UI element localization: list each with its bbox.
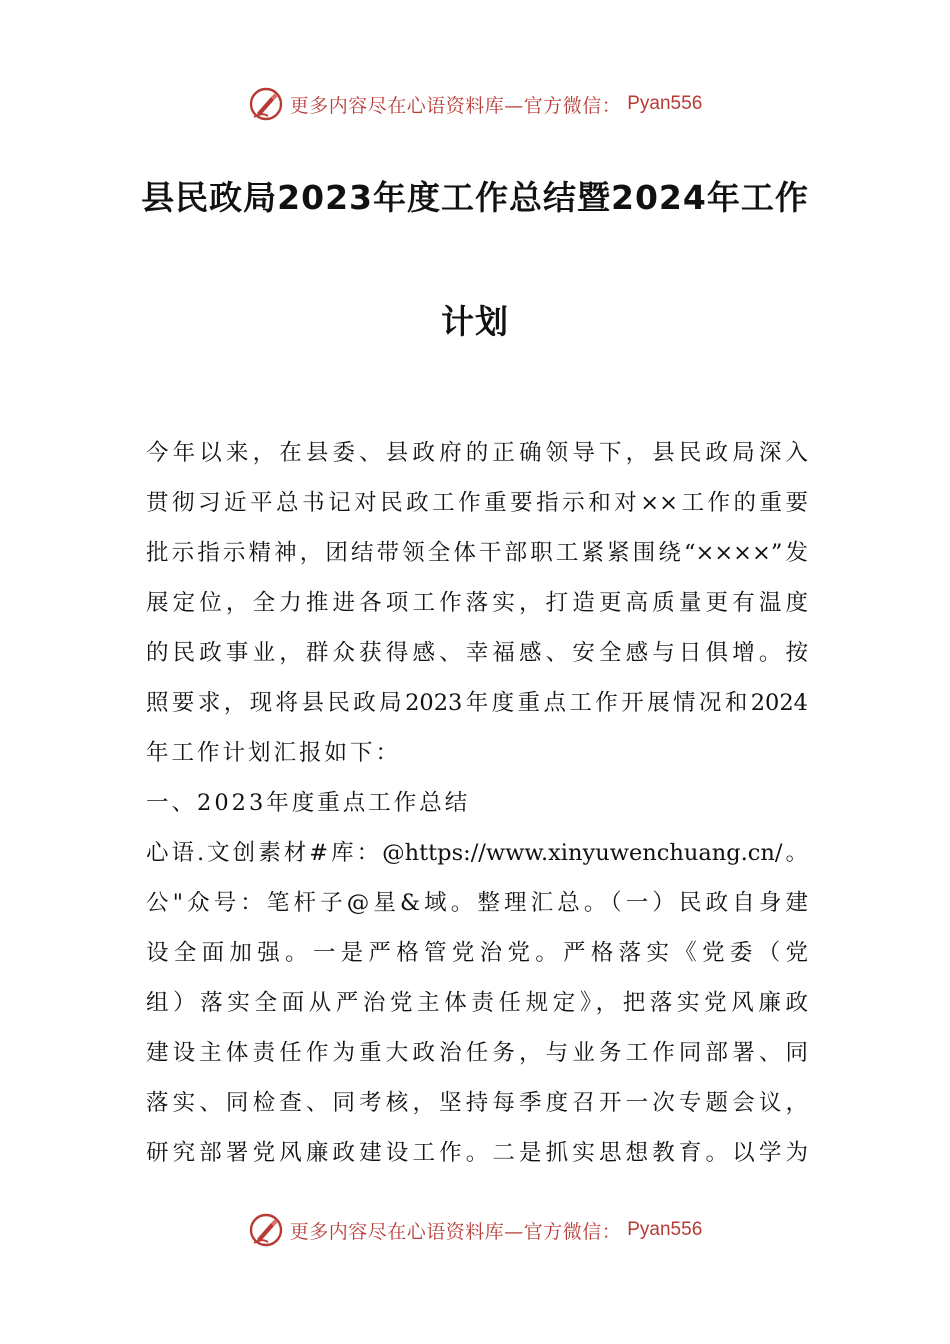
body-line: 批示指示精神，团结带领全体干部职工紧紧围绕“××××”发 bbox=[146, 540, 808, 566]
body-line: 建设主体责任作为重大政治任务，与业务工作同部署、同 bbox=[146, 1040, 808, 1066]
watermark-banner-bottom bbox=[0, 1210, 950, 1250]
watermark-wechat-handle: Pyan556 bbox=[627, 1219, 703, 1240]
watermark-text: 更多内容尽在心语资料库—官方微信： bbox=[289, 1220, 622, 1243]
body-line: 年工作计划汇报如下： bbox=[146, 740, 402, 766]
body-line: 落实、同检查、同考核，坚持每季度召开一次专题会议， bbox=[146, 1090, 808, 1116]
document-title-line-1: 县民政局2023年度工作总结暨2024年工作 bbox=[141, 178, 809, 217]
watermark-wechat-handle: Pyan556 bbox=[627, 93, 703, 114]
body-line: 心语.文创素材#库：@https://www.xinyuwenchuang.cn/。 bbox=[146, 840, 808, 866]
watermark-text: 更多内容尽在心语资料库—官方微信： bbox=[289, 94, 622, 117]
body-line: 贯彻习近平总书记对民政工作重要指示和对××工作的重要 bbox=[146, 490, 808, 516]
body-line: 今年以来，在县委、县政府的正确领导下，县民政局深入 bbox=[146, 440, 808, 466]
watermark-banner-top bbox=[0, 84, 950, 124]
section-heading: 一、2023年度重点工作总结 bbox=[146, 790, 471, 816]
pen-logo-icon bbox=[248, 86, 284, 122]
pen-logo-icon bbox=[248, 1212, 284, 1248]
body-line: 设全面加强。一是严格管党治党。严格落实《党委（党 bbox=[146, 940, 808, 966]
body-line: 展定位，全力推进各项工作落实，打造更高质量更有温度 bbox=[146, 590, 808, 616]
body-line: 的民政事业，群众获得感、幸福感、安全感与日俱增。按 bbox=[146, 640, 808, 666]
document-title-line-2: 计划 bbox=[441, 302, 509, 341]
document-body bbox=[146, 428, 808, 1178]
body-line: 组）落实全面从严治党主体责任规定》，把落实党风廉政 bbox=[146, 990, 808, 1016]
body-line: 照要求，现将县民政局2023年度重点工作开展情况和2024 bbox=[146, 690, 808, 716]
body-line: 研究部署党风廉政建设工作。二是抓实思想教育。以学为 bbox=[146, 1140, 808, 1166]
body-line: 公"众号：笔杆子@星&域。整理汇总。（一）民政自身建 bbox=[146, 890, 808, 916]
